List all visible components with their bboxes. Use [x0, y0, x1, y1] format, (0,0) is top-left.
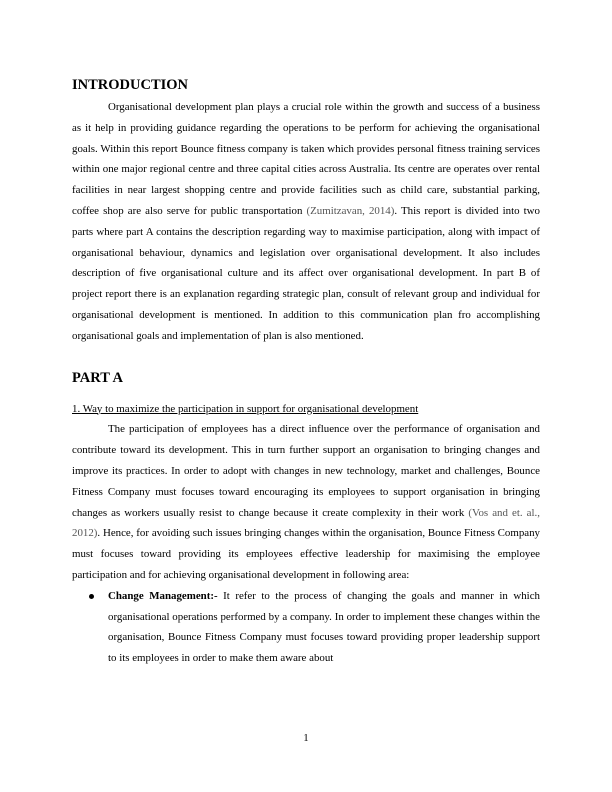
- introduction-paragraph: [72, 97, 540, 347]
- part-a-text-a: The participation of employees has a direct influence over the performance of organisation and contribute toward its development. This in turn further support an organisation to bringing changes and improve its practices. In order to adopt with changes in new technology, market and challenges, Bounce Fitness Company must focuses toward encouraging its employees to support organisation in bringing changes as workers usually resist to change because it create complexity in their work: [72, 423, 540, 519]
- bullet-term: Change Management:-: [108, 589, 218, 602]
- intro-text-b: . This report is divided into two parts where part A contains the description regarding way to maximise participation, along with impact of organisational behaviour, dynamics and legislation over organisational development. It also includes description of five organisational culture and its affect over organisational development. In part B of project report there is an explanation regarding strategic plan, consult of relevant group and individual for organisational development is mentioned. In addition to this communication plan fro accomplishing organisational goals and implementation of plan is also mentioned.: [72, 204, 540, 342]
- bullet-icon: [89, 594, 94, 599]
- part-a-heading: PART A: [72, 369, 123, 386]
- part-a-paragraph: [72, 419, 540, 585]
- part-a-text-b: . Hence, for avoiding such issues bringing changes within the organisation, Bounce Fitness Company must focuses toward providing its employees effective leadership for maximising the employee participation and for achieving organisational development in following area:: [72, 527, 540, 581]
- page-content: [72, 76, 540, 669]
- intro-citation: (Zumitzavan, 2014): [306, 204, 395, 217]
- intro-text-a: Organisational development plan plays a crucial role within the growth and success of a business as it help in providing guidance regarding the operations to be perform for achieving the organisational goals. Within this report Bounce fitness company is taken which provides personal fitness training services within one major regional centre and three capital cities across Australia. Its centre are operates over rental facilities in near largest shopping centre and provide facilities such as child care, substantial parking, coffee shop are also serve for public transportation: [72, 101, 540, 217]
- list-item: [72, 586, 540, 669]
- part-a-subheading: 1. Way to maximize the participation in support for organisational development: [72, 402, 419, 415]
- bullet-paragraph: [108, 586, 540, 669]
- part-a-citation: (Vos and et. al., 2012): [72, 506, 540, 540]
- bullet-text: It refer to the process of changing the goals and manner in which organisational operations performed by a company. In order to implement these changes within the organisation, Bounce Fitness Company must focuses toward providing proper leadership support to its employees in order to make them aware about: [108, 589, 540, 665]
- page-number: 1: [303, 732, 309, 744]
- introduction-heading: INTRODUCTION: [72, 77, 189, 93]
- bullet-list: [72, 586, 540, 669]
